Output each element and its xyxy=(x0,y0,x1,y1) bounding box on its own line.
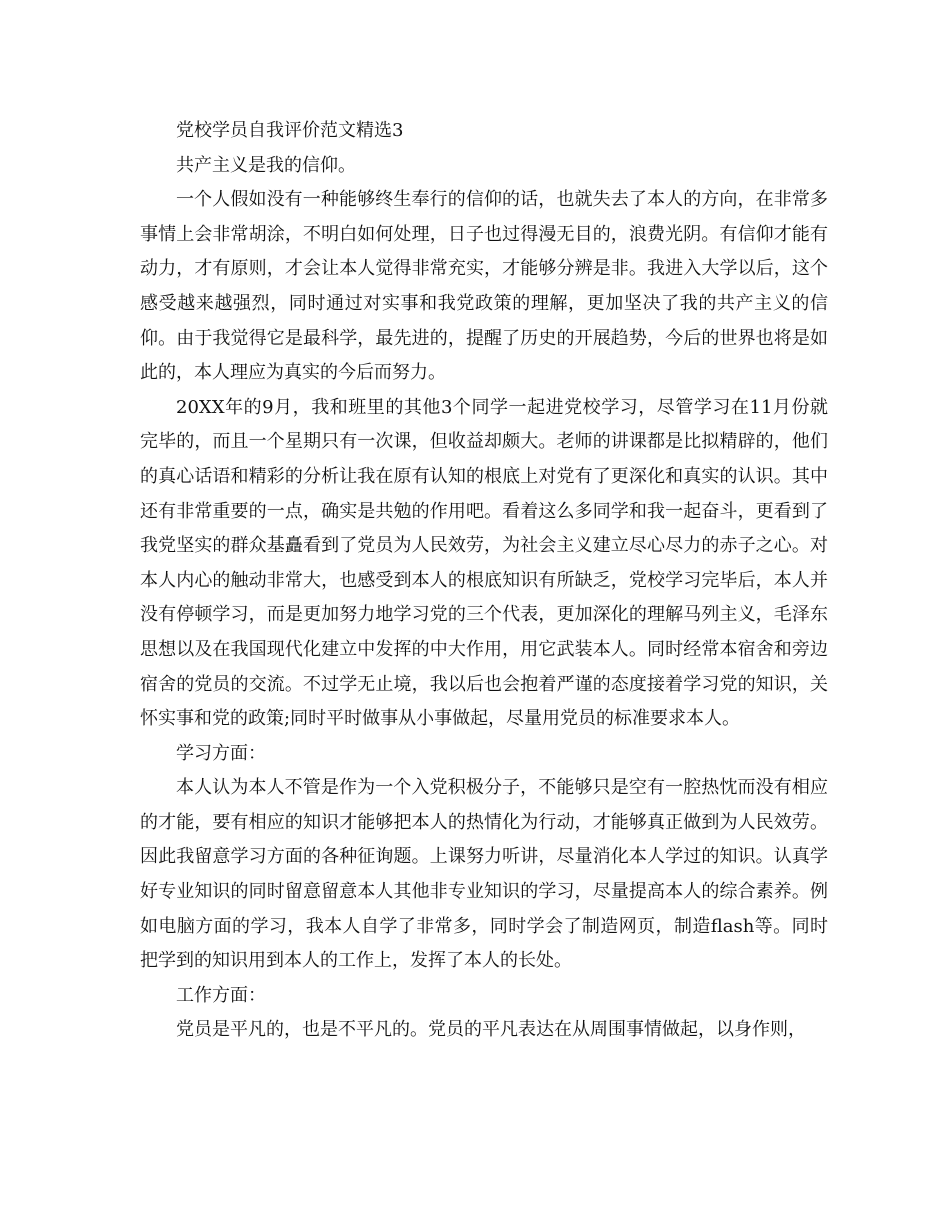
paragraph-belief: 一个人假如没有一种能够终生奉行的信仰的话，也就失去了本人的方向，在非常多事情上会非常胡涂，不明白如何处理，日子也过得漫无目的，浪费光阴。有信仰才能有动力，才有原则，才会让本人觉得非常充实，才能够分辨是非。我进入大学以后，这个感受越来越强烈，同时通过对实事和我党政策的理解，更加坚决了我的共产主义的信仰。由于我觉得它是最科学，最先进的，提醒了历史的开展趋势，今后的世界也将是如此的，本人理应为真实的今后而努力。 xyxy=(140,189,828,384)
paragraph-study: 本人认为本人不管是作为一个入党积极分子，不能够只是空有一腔热忱而没有相应的才能，要有相应的知识才能够把本人的热情化为行动，才能够真正做到为人民效劳。因此我留意学习方面的各种征询题。上课努力听讲，尽量消化本人学过的知识。认真学好专业知识的同时留意留意本人其他非专业知识的学习，尽量提高本人的综合素养。例如电脑方面的学习，我本人自学了非常多，同时学会了制造网页，制造flash等。同时把学到的知识用到本人的工作上，发挥了本人的长处。 xyxy=(140,777,828,972)
section-heading-study: 学习方面： xyxy=(176,742,266,764)
paragraph-work: 党员是平凡的，也是不平凡的。党员的平凡表达在从周围事情做起，以身作则， xyxy=(176,1019,806,1041)
paragraph-party-school: 20XX年的9月，我和班里的其他3个同学一起进党校学习，尽管学习在11月份就完毕的，而且一个星期只有一次课，但收益却颇大。老师的讲课都是比拟精辟的，他们的真心话语和精彩的分析让我在原有认知的根底上对党有了更深化和真实的认识。其中还有非常重要的一点，确实是共勉的作用吧。看着这么多同学和我一起奋斗，更看到了我党坚实的群众基矗看到了党员为人民效劳，为社会主义建立尽心尽力的赤子之心。对本人内心的触动非常大，也感受到本人的根底知识有所缺乏，党校学习完毕后，本人并没有停顿学习，而是更加努力地学习党的三个代表，更加深化的理解马列主义，毛泽东思想以及在我国现代化建立中发挥的中大作用，用它武装本人。同时经常本宿舍和旁边宿舍的党员的交流。不过学无止境，我以后也会抱着严谨的态度接着学习党的知识，关怀实事和党的政策;同时平时做事从小事做起，尽量用党员的标准要求本人。 xyxy=(140,396,828,730)
document-title: 党校学员自我评价范文精选3 xyxy=(176,120,404,141)
section-heading-work: 工作方面： xyxy=(176,984,266,1006)
paragraph-belief-heading: 共产主义是我的信仰。 xyxy=(176,154,356,176)
document-body xyxy=(140,114,828,1048)
